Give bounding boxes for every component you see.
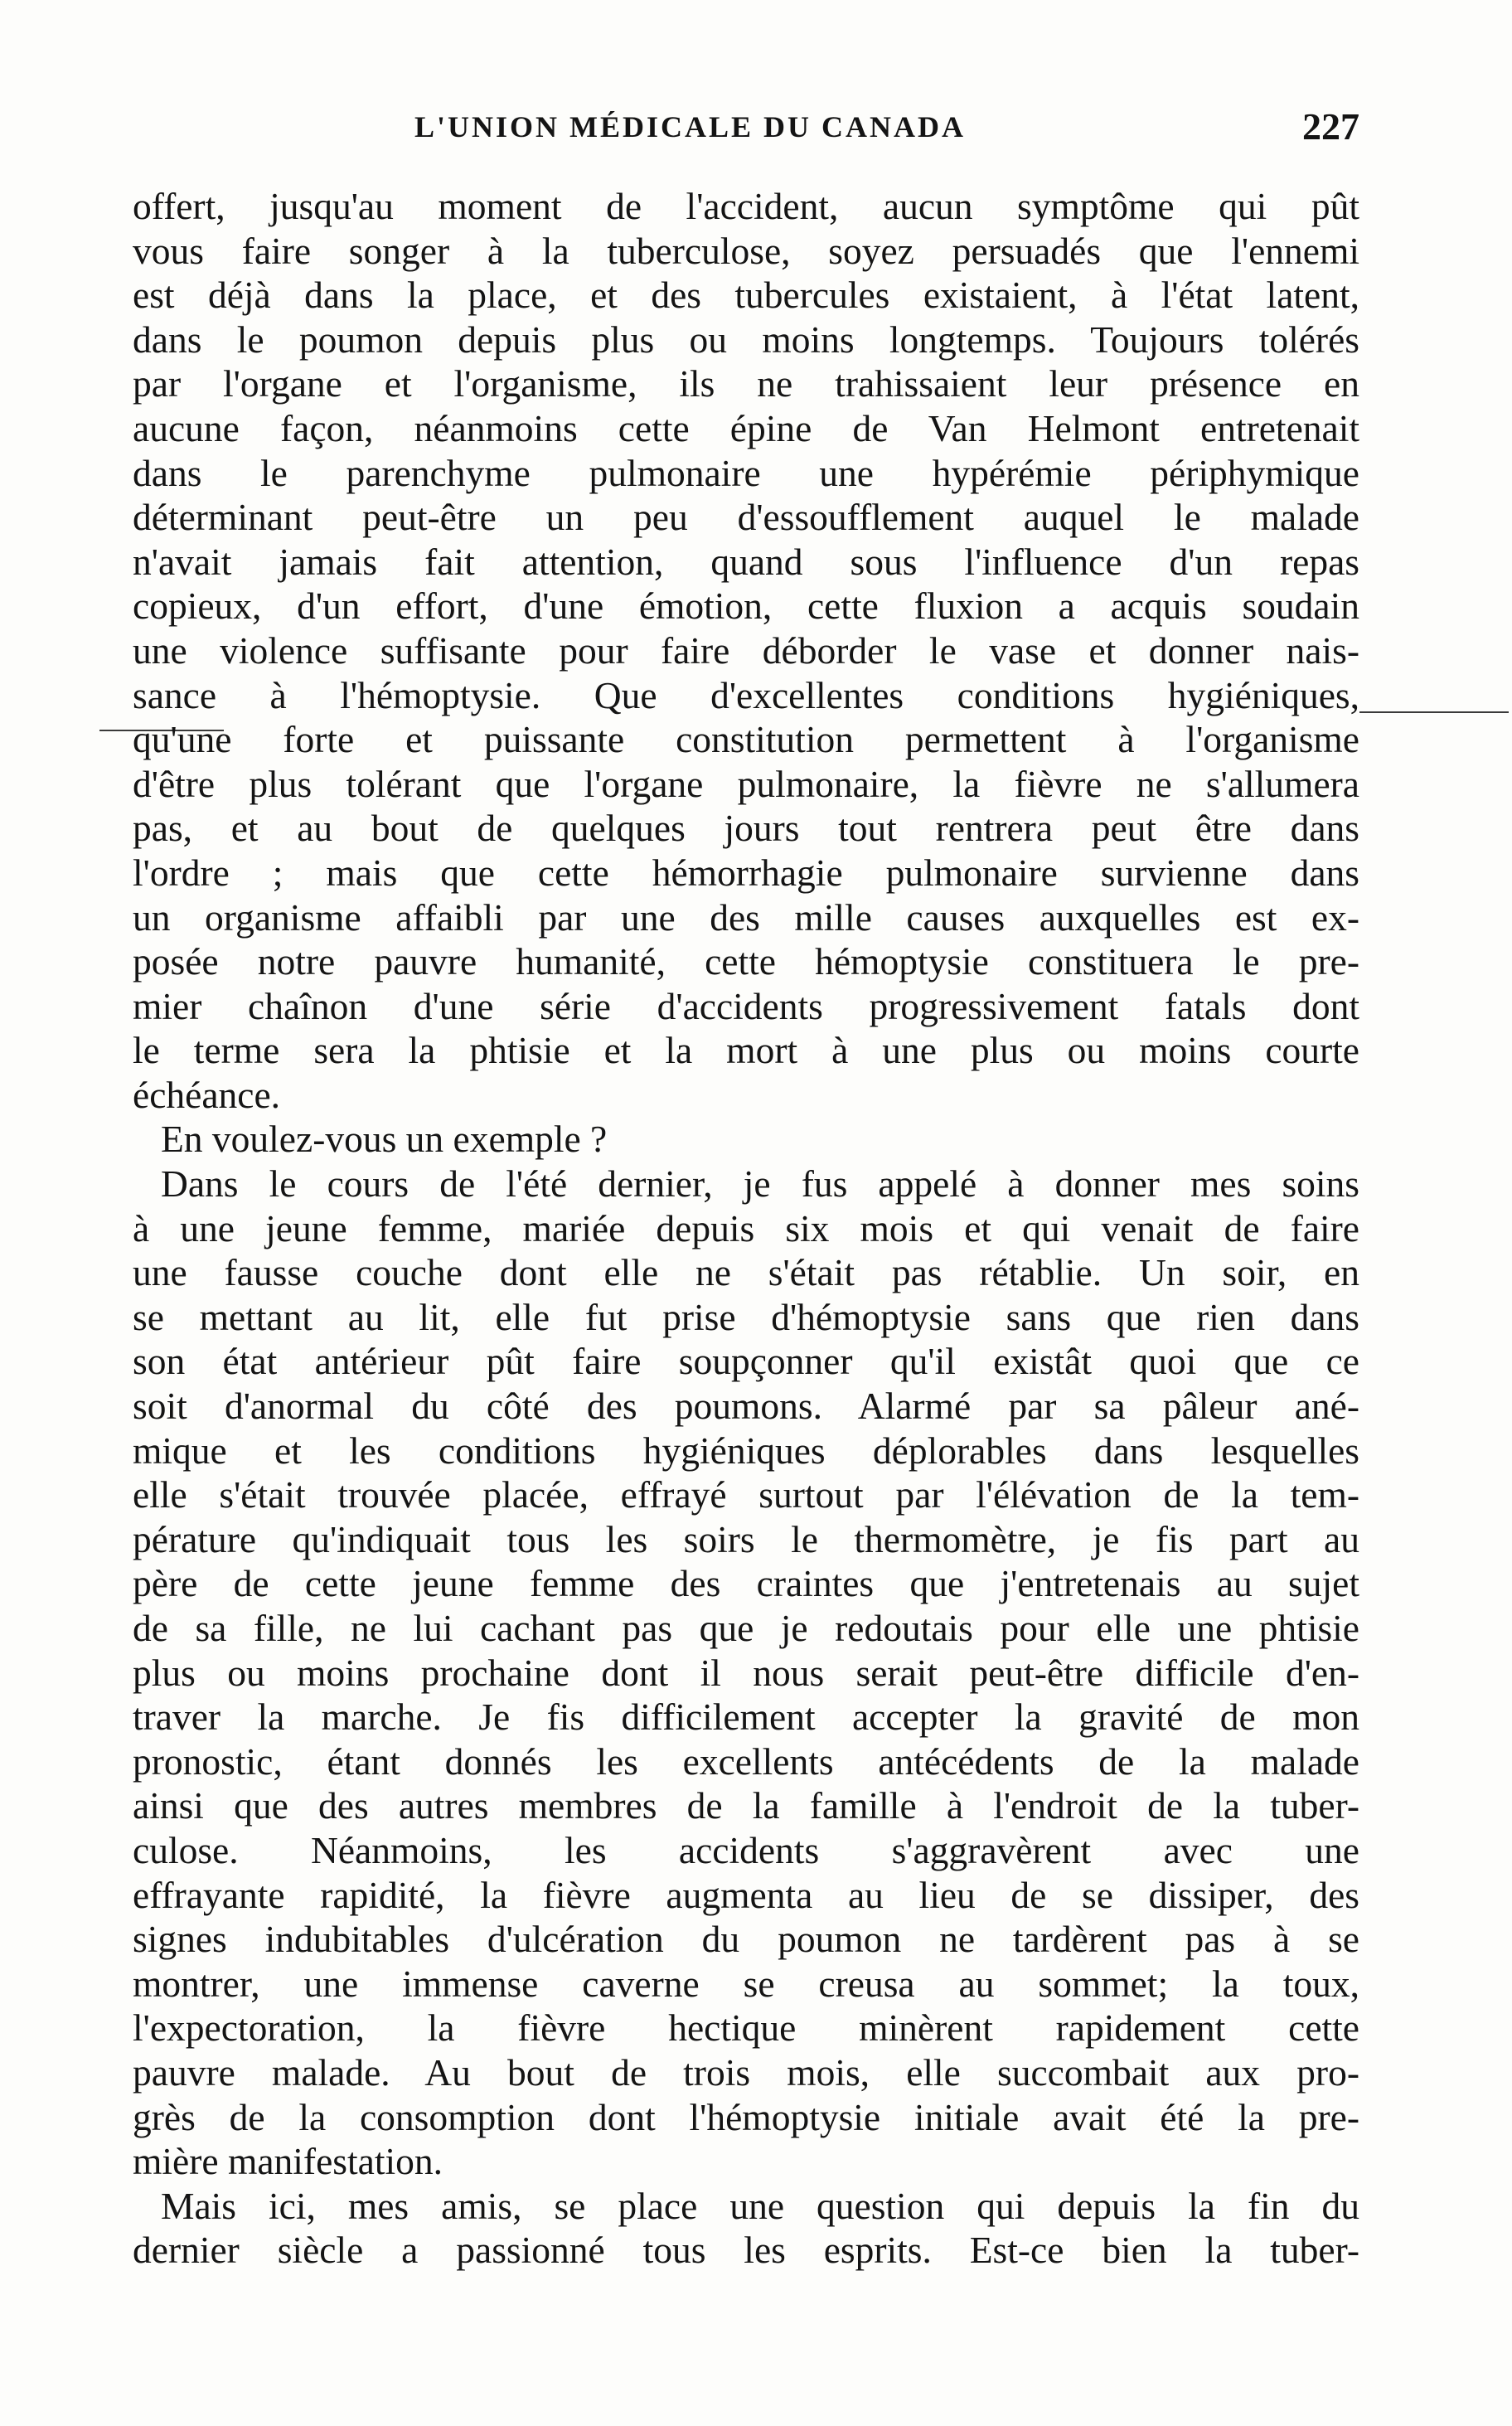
text-line: le terme sera la phtisie et la mort à une plus ou moins courte — [133, 1029, 1359, 1072]
text-line: pronostic, étant donnés les excellents antécédents de la malade — [133, 1739, 1359, 1783]
text-line: culose. Néanmoins, les accidents s'aggravèrent avec une — [133, 1828, 1359, 1871]
text-line: d'être plus tolérant que l'organe pulmonaire, la fièvre ne s'allumera — [133, 762, 1359, 805]
text-line: n'avait jamais fait attention, quand sous l'influence d'un repas — [133, 540, 1359, 583]
text-line: copieux, d'un effort, d'une émotion, cette fluxion a acquis soudain — [133, 585, 1359, 628]
text-line: mique et les conditions hygiéniques déplorables dans lesquelles — [133, 1429, 1359, 1472]
text-line: soit d'anormal du côté des poumons. Alarmé par sa pâleur ané- — [133, 1385, 1359, 1428]
paragraph-first-line: Mais ici, mes amis, se place une question qui depuis la fin du — [161, 2184, 1359, 2227]
text-line: déterminant peut-être un peu d'essoufflement auquel le malade — [133, 496, 1359, 539]
text-line: pas, et au bout de quelques jours tout rentrera peut être dans — [133, 807, 1359, 850]
text-line: son état antérieur pût faire soupçonner qu'il existât quoi que ce — [133, 1340, 1359, 1383]
text-line: effrayante rapidité, la fièvre augmenta au lieu de se dissiper, des — [133, 1873, 1359, 1916]
text-line: une violence suffisante pour faire déborder le vase et donner nais- — [133, 628, 1359, 672]
text-line: dans le poumon depuis plus ou moins longtemps. Toujours tolérés — [133, 318, 1359, 361]
paragraph-end-line: mière manifestation. — [133, 2140, 443, 2183]
text-line: vous faire songer à la tuberculose, soyez persuadés que l'ennemi — [133, 229, 1359, 272]
paragraph-first-line: Dans le cours de l'été dernier, je fus appelé à donner mes soins — [161, 1162, 1359, 1206]
text-line: pérature qu'indiquait tous les soirs le thermomètre, je fis part au — [133, 1517, 1359, 1560]
fold-mark-line — [1359, 711, 1509, 713]
text-line: père de cette jeune femme des craintes que j'entretenais au sujet — [133, 1562, 1359, 1605]
paragraph-end-line: échéance. — [133, 1073, 281, 1116]
text-line: signes indubitables d'ulcération du poumon ne tardèrent pas à se — [133, 1918, 1359, 1961]
page-header — [133, 104, 1359, 154]
text-line: plus ou moins prochaine dont il nous serait peut-être difficile d'en- — [133, 1651, 1359, 1694]
text-line: aucune façon, néanmoins cette épine de Van Helmont entretenait — [133, 406, 1359, 449]
text-line: par l'organe et l'organisme, ils ne trahissaient leur présence en — [133, 362, 1359, 405]
body-text — [133, 184, 1359, 2273]
text-line: une fausse couche dont elle ne s'était pas rétablie. Un soir, en — [133, 1251, 1359, 1294]
text-line: un organisme affaibli par une des mille causes auxquelles est ex- — [133, 895, 1359, 939]
text-line: traver la marche. Je fis difficilement accepter la gravité de mon — [133, 1696, 1359, 1739]
text-line: ainsi que des autres membres de la famille à l'endroit de la tuber- — [133, 1784, 1359, 1827]
text-line: l'ordre ; mais que cette hémorrhagie pulmonaire survienne dans — [133, 851, 1359, 894]
text-line: l'expectoration, la fièvre hectique minèrent rapidement cette — [133, 2006, 1359, 2050]
text-line: qu'une forte et puissante constitution permettent à l'organisme — [133, 718, 1359, 761]
text-line: se mettant au lit, elle fut prise d'hémoptysie sans que rien dans — [133, 1295, 1359, 1338]
running-title: L'UNION MÉDICALE DU CANADA — [414, 110, 967, 143]
text-line: sance à l'hémoptysie. Que d'excellentes conditions hygiéniques, — [133, 673, 1359, 716]
text-line: elle s'était trouvée placée, effrayé surtout par l'élévation de la tem- — [133, 1473, 1359, 1516]
text-line: de sa fille, ne lui cachant pas que je redoutais pour elle une phtisie — [133, 1607, 1359, 1649]
text-line: mier chaînon d'une série d'accidents progressivement fatals dont — [133, 984, 1359, 1027]
text-line: dernier siècle a passionné tous les esprits. Est-ce bien la tuber- — [133, 2229, 1359, 2272]
text-line: montrer, une immense caverne se creusa au sommet; la toux, — [133, 1962, 1359, 2005]
text-line: à une jeune femme, mariée depuis six mois et qui venait de faire — [133, 1206, 1359, 1249]
text-line: dans le parenchyme pulmonaire une hypérémie périphymique — [133, 451, 1359, 494]
text-line: posée notre pauvre humanité, cette hémoptysie constituera le pre- — [133, 940, 1359, 983]
page-number: 227 — [1302, 105, 1359, 148]
text-line: pauvre malade. Au bout de trois mois, elle succombait aux pro- — [133, 2050, 1359, 2094]
paragraph-first-line: En voulez-vous un exemple ? — [161, 1118, 608, 1161]
text-line: est déjà dans la place, et des tubercules existaient, à l'état latent, — [133, 274, 1359, 317]
text-line: offert, jusqu'au moment de l'accident, aucun symptôme qui pût — [133, 185, 1359, 227]
text-line: grès de la consomption dont l'hémoptysie initiale avait été la pre- — [133, 2095, 1359, 2138]
